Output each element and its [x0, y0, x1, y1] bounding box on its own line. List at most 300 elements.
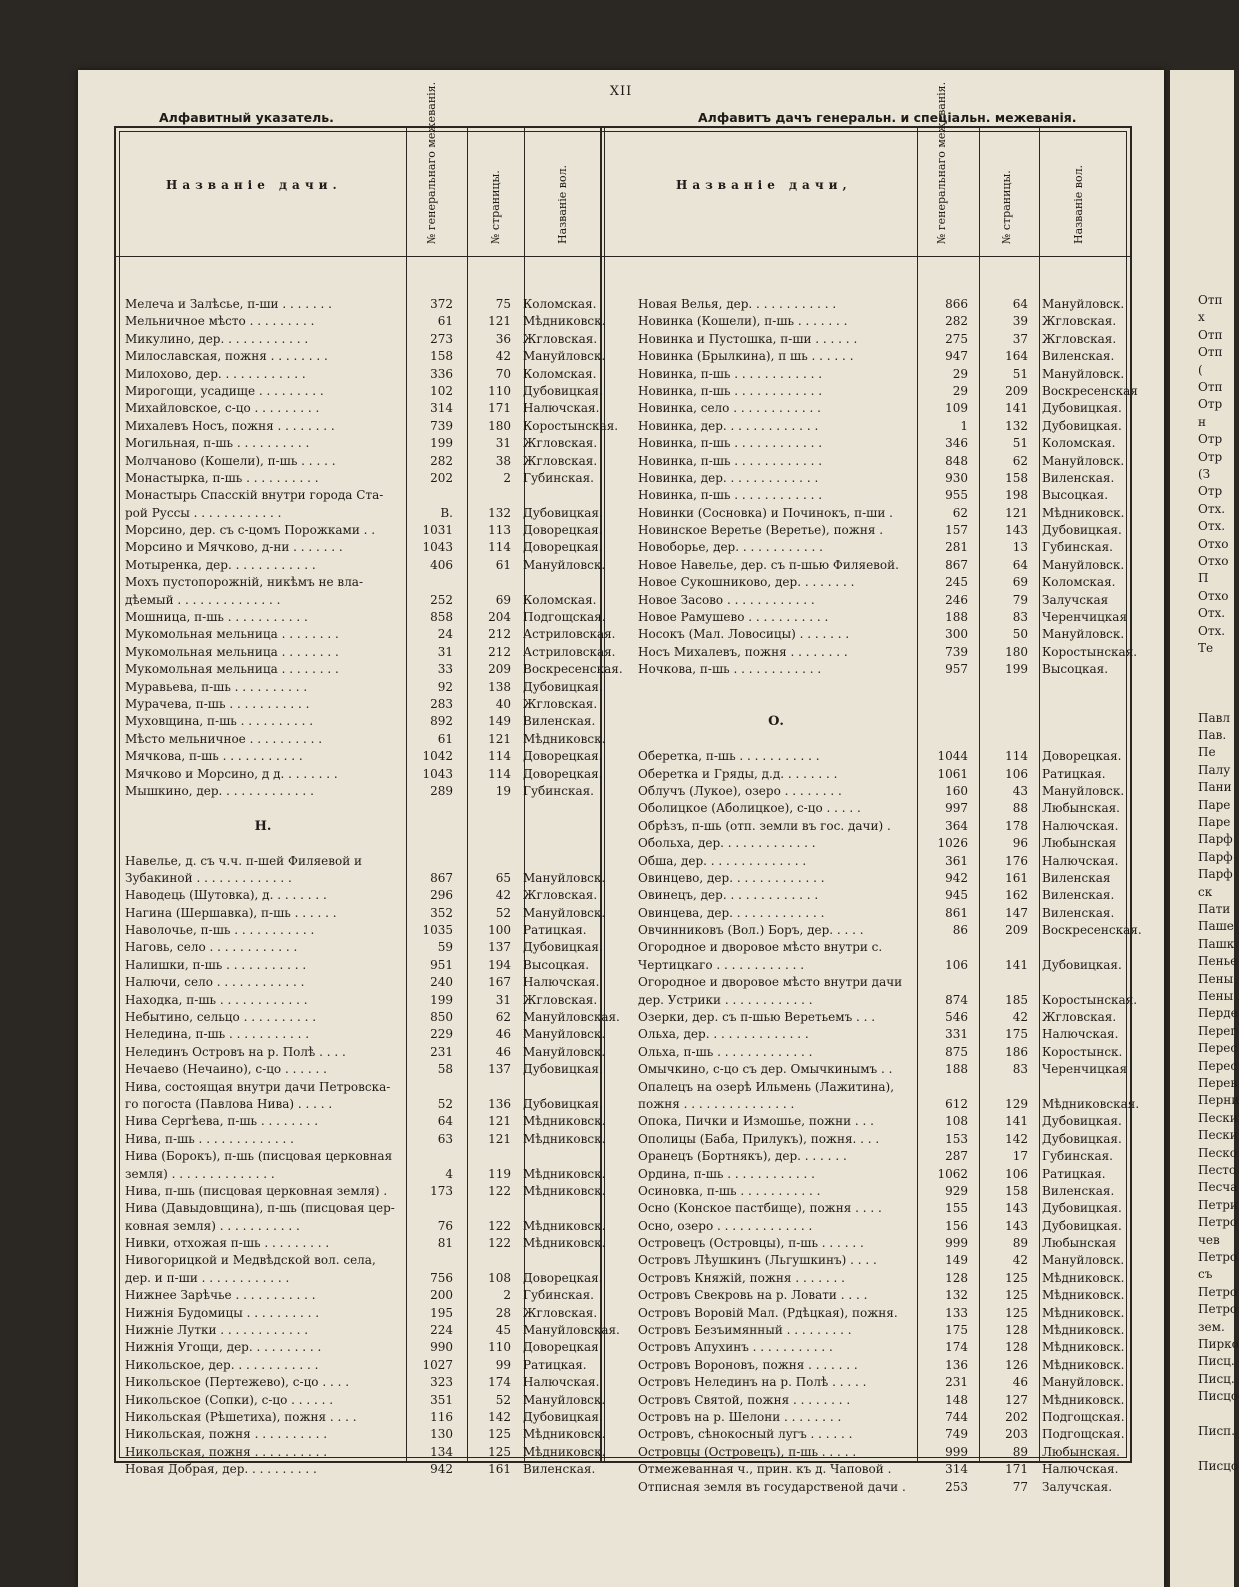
edge-text-fragment: Пески — [1198, 1128, 1238, 1143]
general-number: 346 — [945, 436, 968, 451]
edge-text-fragment: Петро — [1198, 1302, 1238, 1317]
page-number-cell: 52 — [495, 905, 511, 920]
page-number-cell: 121 — [488, 314, 511, 329]
entry-name: Новинка, дер. . . . . . . . . . . . . — [638, 470, 819, 485]
general-number: 283 — [430, 696, 453, 711]
col-header-general-right: № генеральнаго межеванія. — [935, 81, 948, 244]
table-row — [638, 974, 1134, 991]
page-number-cell: 75 — [495, 297, 511, 311]
entry-name: рой Руссы . . . . . . . . . . . . — [125, 505, 282, 520]
page-number-cell: 39 — [1012, 314, 1028, 329]
page-number-cell: 125 — [488, 1444, 511, 1459]
volost-name: Мануйловск. — [523, 1027, 606, 1042]
page-number-cell: 64 — [1012, 557, 1028, 572]
edge-text-fragment: Писц. — [1198, 1354, 1235, 1369]
table-row — [125, 905, 605, 922]
entry-name: Нижніе Лутки . . . . . . . . . . . . — [125, 1323, 309, 1338]
general-number: 229 — [430, 1027, 453, 1042]
page-number-cell: 42 — [495, 349, 511, 364]
edge-text-fragment: Отх. — [1198, 501, 1226, 516]
volost-name: Доворецкая. — [523, 766, 603, 781]
table-row — [638, 731, 1134, 748]
adjacent-page-edge — [1170, 70, 1239, 1587]
edge-text-fragment: Паре — [1198, 815, 1231, 829]
page-number-cell: 106 — [1005, 1166, 1028, 1181]
table-row — [638, 470, 1134, 487]
page-number-cell: 199 — [1005, 662, 1028, 677]
page-number-cell: 28 — [495, 1305, 511, 1320]
edge-text-fragment: Песто — [1198, 1163, 1237, 1177]
entry-name: дѣемый . . . . . . . . . . . . . . — [125, 592, 281, 607]
table-row — [638, 1096, 1140, 1113]
entry-name: Мельничное мѣсто . . . . . . . . . — [125, 314, 315, 329]
page-number-cell: 149 — [488, 714, 511, 729]
volost-name: Доворецкая — [523, 1340, 599, 1355]
page-number-cell: 69 — [1012, 575, 1028, 590]
volost-name: Мануйловск. — [523, 905, 606, 920]
table-row — [125, 766, 605, 783]
general-number: 1031 — [422, 523, 453, 538]
col-header-name-left: Названіе дачи. — [166, 178, 342, 192]
edge-text-fragment: Отп — [1198, 293, 1223, 307]
table-row — [125, 748, 605, 765]
entry-name: Носокъ (Мал. Ловосицы) . . . . . . . — [638, 627, 850, 642]
entry-name: ковная земля) . . . . . . . . . . . — [125, 1218, 300, 1233]
page-number-cell: 119 — [488, 1166, 511, 1181]
volost-name: Жгловская. — [1042, 314, 1117, 329]
general-number: 52 — [437, 1096, 453, 1111]
entry-name: Островъ Воровій Мал. (Рдѣцкая), пожня. — [638, 1305, 898, 1320]
volost-name: Высоцкая. — [1042, 488, 1109, 503]
page-number-cell: 212 — [488, 627, 511, 642]
edge-text-fragment: Отп — [1198, 327, 1223, 342]
table-row — [638, 539, 1134, 556]
entry-name: Обольха, дер. . . . . . . . . . . . . — [638, 836, 816, 851]
general-number: 231 — [430, 1044, 453, 1059]
edge-text-fragment: зем. — [1198, 1319, 1225, 1334]
general-number: 744 — [945, 1410, 968, 1424]
entry-name: Наволочье, п-шь . . . . . . . . . . . — [125, 923, 315, 938]
table-row — [638, 1461, 1134, 1478]
page-number-cell: 180 — [488, 418, 511, 433]
entry-name: Неледина, п-шь . . . . . . . . . . . — [125, 1027, 310, 1042]
volost-name: Мѣдниковск. — [523, 1218, 606, 1233]
general-number: 739 — [430, 418, 453, 433]
page-number-cell: 175 — [1005, 1027, 1028, 1042]
table-row — [125, 1322, 620, 1339]
general-number: 149 — [945, 1253, 968, 1268]
general-number: 361 — [945, 853, 968, 868]
general-number: 300 — [945, 627, 968, 642]
general-number: 756 — [430, 1270, 453, 1285]
entry-name: Нива, состоящая внутри дачи Петровска- — [125, 1079, 391, 1094]
volost-name: Мануйловская. — [523, 1323, 620, 1338]
volost-name: Мануйловск. — [523, 870, 606, 885]
table-row — [638, 853, 1134, 870]
entry-name: земля) . . . . . . . . . . . . . . — [125, 1166, 275, 1181]
table-row — [125, 783, 605, 800]
entry-name: Нагина (Шершавка), п-шь . . . . . . — [125, 905, 337, 920]
entry-name: Никольская, пожня . . . . . . . . . . — [125, 1427, 328, 1442]
general-number: 850 — [430, 1010, 453, 1025]
table-row — [638, 313, 1134, 330]
page-number-cell: 161 — [488, 1462, 511, 1477]
col-header-general-left: № генеральнаго межеванія. — [425, 81, 438, 244]
general-number: 942 — [430, 1462, 453, 1477]
volost-name: Мануйловская. — [523, 1010, 620, 1025]
page-number-cell: 89 — [1012, 1444, 1028, 1459]
volost-name: Мѣдниковск. — [523, 1444, 606, 1459]
page-number-cell: 31 — [495, 436, 511, 451]
section-letter: О. — [768, 714, 784, 730]
volost-name: Доворецкая. — [1042, 749, 1122, 764]
table-row — [125, 400, 605, 417]
volost-name: Залучская. — [1042, 1479, 1113, 1494]
page-number-cell: 69 — [495, 592, 511, 607]
volost-name: Коломская. — [523, 366, 597, 381]
page-number-cell: 212 — [488, 644, 511, 659]
entry-name: Островъ Княжій, пожня . . . . . . . — [638, 1270, 845, 1285]
table-row — [638, 679, 1134, 696]
entry-name: Ольха, дер. . . . . . . . . . . . . . — [638, 1027, 809, 1042]
edge-text-fragment: (З — [1198, 467, 1211, 481]
page-number-cell: 31 — [495, 992, 511, 1007]
edge-text-fragment: Павл — [1198, 710, 1230, 725]
edge-text-fragment: Отхо — [1198, 588, 1229, 603]
general-number: 1042 — [422, 749, 453, 764]
volost-name: Виленская. — [1042, 349, 1115, 364]
general-number: 957 — [945, 662, 968, 677]
general-number: 372 — [430, 297, 453, 311]
entry-name: Нелединъ Островъ на р. Полѣ . . . . — [125, 1044, 346, 1059]
page-number-cell: 143 — [1005, 523, 1028, 538]
page-number-cell: 171 — [488, 401, 511, 416]
edge-text-fragment: Отхо — [1198, 554, 1229, 568]
entry-name: Огородное и дворовое мѣсто внутри дачи — [638, 975, 903, 990]
edge-text-fragment: Отп — [1198, 345, 1223, 360]
entry-name: Новинка, п-шь . . . . . . . . . . . . — [638, 383, 823, 398]
page-number-cell: 2 — [503, 1288, 511, 1303]
table-row — [125, 487, 605, 504]
entry-name: Новинка, п-шь . . . . . . . . . . . . — [638, 436, 823, 451]
volost-name: Дубовицкая. — [1042, 1218, 1122, 1233]
edge-text-fragment: Пирко — [1198, 1337, 1239, 1351]
table-row — [125, 887, 605, 904]
volost-name: Мѣдниковск. — [1042, 1340, 1125, 1355]
page-number-cell: 171 — [1005, 1462, 1028, 1477]
entry-name: Нижнее Зарѣчье . . . . . . . . . . . — [125, 1288, 316, 1303]
table-row — [638, 1374, 1134, 1391]
volost-name: Налючская. — [523, 1375, 600, 1390]
table-row — [638, 592, 1134, 609]
entry-name: Осиновка, п-шь . . . . . . . . . . . — [638, 1183, 821, 1198]
general-number: 892 — [430, 714, 453, 729]
table-row — [125, 974, 605, 991]
page-number-cell: 147 — [1005, 905, 1028, 920]
general-number: 102 — [430, 383, 453, 398]
page-number-cell: 50 — [1012, 627, 1028, 642]
general-number: 155 — [945, 1201, 968, 1216]
general-number: 61 — [437, 731, 453, 746]
entry-name: Новинка, п-шь . . . . . . . . . . . . — [638, 488, 823, 503]
edge-text-fragment: Петри — [1198, 1197, 1238, 1212]
page-number-cell: 167 — [488, 975, 511, 990]
entry-name: Небытино, сельцо . . . . . . . . . . — [125, 1010, 317, 1025]
table-row — [125, 1409, 605, 1426]
general-number: 132 — [945, 1288, 968, 1303]
general-number: 281 — [945, 540, 968, 555]
table-row — [638, 1339, 1134, 1356]
edge-text-fragment: чев — [1198, 1232, 1220, 1247]
table-row — [125, 1218, 605, 1235]
page-number: XII — [609, 84, 633, 99]
volost-name: Мѣдниковск. — [523, 1236, 606, 1251]
page-number-cell: 204 — [488, 610, 511, 625]
general-number: 92 — [437, 679, 453, 694]
table-row — [638, 1166, 1134, 1183]
volost-name: Подгощская. — [1042, 1410, 1125, 1424]
volost-name: Виленская. — [1042, 888, 1115, 903]
table-row — [638, 383, 1138, 400]
table-row — [638, 418, 1134, 435]
general-number: 246 — [945, 592, 968, 607]
edge-text-fragment: Пены — [1198, 971, 1234, 986]
edge-text-fragment: Песко — [1198, 1145, 1238, 1160]
edge-text-fragment: Отп — [1198, 380, 1223, 394]
page-number-cell: 106 — [1005, 766, 1028, 781]
page-number-cell: 89 — [1012, 1236, 1028, 1251]
page-number-cell: 141 — [1005, 401, 1028, 416]
entry-name: Никольское (Сопки), с-цо . . . . . . — [125, 1392, 334, 1407]
header-separator — [116, 256, 1130, 257]
entry-name: Наводець (Шутовка), д. . . . . . . . — [125, 888, 327, 903]
general-number: 867 — [430, 870, 453, 885]
entry-name: пожня . . . . . . . . . . . . . . . — [638, 1096, 795, 1111]
volost-name: Мѣдниковск. — [523, 1183, 606, 1198]
page-number-cell: 114 — [1005, 749, 1028, 764]
entry-name: Новое Сукошниково, дер. . . . . . . . — [638, 575, 855, 590]
volost-name: Коростынск. — [1042, 1044, 1123, 1059]
table-row — [638, 1026, 1134, 1043]
entry-name: Новая Добрая, дер. . . . . . . . . . — [125, 1462, 317, 1477]
entry-name: Мурачева, п-шь . . . . . . . . . . . — [125, 696, 310, 711]
volost-name: Налючская. — [1042, 818, 1119, 833]
edge-text-fragment: Пашк — [1198, 936, 1235, 951]
entry-name: Островецъ (Островцы), п-шь . . . . . . — [638, 1236, 864, 1251]
general-number: 1026 — [937, 836, 968, 851]
general-number: 999 — [945, 1236, 968, 1251]
edge-text-fragment: Отр — [1198, 397, 1223, 412]
entry-name: Озерки, дер. съ п-шью Веретьемъ . . . — [638, 1010, 876, 1025]
general-number: 64 — [437, 1114, 453, 1129]
table-row — [638, 748, 1134, 765]
general-number: 351 — [430, 1392, 453, 1407]
entry-name: Новинка, п-шь . . . . . . . . . . . . — [638, 366, 823, 381]
table-row — [638, 487, 1134, 504]
general-number: 997 — [945, 801, 968, 816]
page-number-cell: 77 — [1012, 1479, 1028, 1494]
page-number-cell: 132 — [1005, 418, 1028, 433]
entry-name: Мелеча и Залѣсье, п-ши . . . . . . . — [125, 297, 332, 311]
page-number-cell: 51 — [1012, 366, 1028, 381]
entry-name: Милославская, пожня . . . . . . . . — [125, 349, 328, 364]
table-row — [638, 435, 1134, 452]
table-row — [638, 626, 1134, 643]
volost-name: Мѣдниковск. — [1042, 1288, 1125, 1303]
entry-name: Новое Засово . . . . . . . . . . . . — [638, 592, 815, 607]
general-number: 31 — [437, 644, 453, 659]
general-number: 352 — [430, 905, 453, 920]
entry-name: Нечаево (Нечаино), с-цо . . . . . . — [125, 1062, 327, 1077]
general-number: 929 — [945, 1183, 968, 1198]
volost-name: Залучская — [1042, 592, 1109, 607]
table-row — [125, 957, 605, 974]
general-number: 33 — [437, 662, 453, 677]
general-number: 955 — [945, 488, 968, 503]
volost-name: Мануйловск. — [1042, 783, 1125, 798]
entry-name: Мукомольная мельница . . . . . . . . — [125, 627, 339, 642]
general-number: 874 — [945, 992, 968, 1007]
volost-name: Виленская. — [1042, 470, 1115, 485]
volost-name: Жгловская. — [523, 696, 598, 711]
volost-name: Мануйловск. — [1042, 557, 1125, 572]
volost-name: Коломская. — [523, 592, 597, 607]
general-number: 29 — [952, 366, 968, 381]
page-number-cell: 19 — [495, 783, 511, 798]
page-number-cell: 137 — [488, 940, 511, 955]
page-number-cell: 17 — [1012, 1149, 1028, 1164]
table-row — [638, 766, 1134, 783]
page-number-cell: 64 — [1012, 297, 1028, 311]
entry-name: Навелье, д. съ ч.ч. п-шей Филяевой и — [125, 853, 363, 868]
entry-name: Мѣсто мельничное . . . . . . . . . . — [125, 731, 323, 746]
entry-name: Михалевъ Носъ, пожня . . . . . . . . — [125, 418, 335, 433]
page-number-cell: 127 — [1005, 1392, 1028, 1407]
general-number: 253 — [945, 1479, 968, 1494]
volost-name: Мануйловск. — [523, 557, 606, 572]
col-header-volost-left: Названіе вол. — [556, 164, 569, 244]
general-number: 331 — [945, 1027, 968, 1042]
edge-text-fragment: Пены — [1198, 989, 1234, 1003]
entry-name: Островъ Святой, пожня . . . . . . . . — [638, 1392, 851, 1407]
page-number-cell: 121 — [488, 731, 511, 746]
page-number-cell: 61 — [495, 557, 511, 572]
volost-name: Астриловская. — [523, 627, 616, 642]
volost-name: Виленская — [1042, 870, 1111, 885]
volost-name: Коломская. — [1042, 575, 1116, 590]
table-row — [638, 783, 1134, 800]
page-number-cell: 125 — [1005, 1288, 1028, 1303]
table-row — [125, 1374, 605, 1391]
general-number: 4 — [445, 1166, 453, 1181]
table-row — [638, 1392, 1134, 1409]
volost-name: Доворецкая. — [523, 749, 603, 764]
entry-name: Нивогорицкой и Медвѣдской вол. села, — [125, 1253, 376, 1268]
volost-name: Ратицкая. — [523, 1357, 587, 1372]
entry-name: Нива Сергѣева, п-шь . . . . . . . . — [125, 1114, 319, 1129]
page-number-cell: 37 — [1012, 331, 1028, 346]
edge-text-fragment: ск — [1198, 884, 1213, 899]
volost-name: Дубовицкая. — [1042, 1114, 1122, 1129]
page-number-cell: 198 — [1005, 488, 1028, 503]
general-number: 62 — [952, 505, 968, 520]
general-number: 930 — [945, 470, 968, 485]
entry-name: Островъ Апухинъ . . . . . . . . . . . — [638, 1340, 833, 1355]
entry-name: Мячкова, п-шь . . . . . . . . . . . — [125, 749, 303, 764]
page-number-cell: 100 — [488, 923, 511, 938]
volost-name: Мануйловск. — [1042, 453, 1125, 468]
entry-name: Носъ Михалевъ, пожня . . . . . . . . — [638, 644, 848, 659]
volost-name: Налючская. — [1042, 853, 1119, 868]
table-row — [638, 1409, 1134, 1426]
general-number: 282 — [945, 314, 968, 329]
entry-name: Муховщина, п-шь . . . . . . . . . . — [125, 714, 314, 729]
table-row — [125, 713, 605, 730]
general-number: 942 — [945, 870, 968, 885]
general-number: 188 — [945, 610, 968, 625]
edge-text-fragment: Петро — [1198, 1215, 1238, 1230]
volost-name: Мануйловск. — [523, 349, 606, 364]
general-number: 252 — [430, 592, 453, 607]
general-number: 406 — [430, 557, 453, 572]
general-number: 200 — [430, 1288, 453, 1303]
entry-name: Чертицкаго . . . . . . . . . . . . — [638, 957, 805, 972]
volost-name: Коростынская. — [1042, 992, 1138, 1007]
table-row — [638, 609, 1134, 626]
col-header-volost-right: Названіе вол. — [1072, 164, 1085, 244]
page-number-cell: 62 — [495, 1010, 511, 1025]
table-row — [125, 1270, 605, 1287]
entry-name: Огородное и дворовое мѣсто внутри с. — [638, 940, 883, 955]
general-number: 108 — [945, 1114, 968, 1129]
volost-name: Мѣдниковская. — [1042, 1096, 1140, 1111]
volost-name: Воскресенская. — [523, 662, 623, 677]
general-number: 174 — [945, 1340, 968, 1355]
book-page — [78, 70, 1164, 1587]
page-number-cell: 136 — [488, 1096, 511, 1111]
volost-name: Виленская. — [1042, 1183, 1115, 1198]
general-number: 173 — [430, 1183, 453, 1198]
general-number: 1062 — [937, 1166, 968, 1181]
volost-name: Виленская. — [523, 714, 596, 729]
entry-name: Новинка (Брылкина), п шь . . . . . . — [638, 349, 854, 364]
entry-name: Ольха, п-шь . . . . . . . . . . . . . — [638, 1044, 813, 1059]
edge-text-fragment: Отх. — [1198, 606, 1226, 621]
entry-name: Мотыренка, дер. . . . . . . . . . . . — [125, 557, 316, 572]
general-number: 231 — [945, 1375, 968, 1390]
general-number: 861 — [945, 905, 968, 920]
table-row — [125, 731, 605, 748]
table-row — [125, 1426, 605, 1443]
table-row — [638, 1079, 1134, 1096]
volost-name: Подгощская. — [1042, 1427, 1125, 1442]
page-number-cell: 114 — [488, 766, 511, 781]
entry-name: Налючи, село . . . . . . . . . . . . — [125, 975, 305, 990]
table-row — [125, 1305, 605, 1322]
page-number-cell: 52 — [495, 1392, 511, 1407]
table-row — [125, 1357, 605, 1374]
general-number: 275 — [945, 331, 968, 346]
page-number-cell: 125 — [488, 1427, 511, 1442]
table-row — [125, 539, 605, 556]
entry-name: Островъ на р. Шелони . . . . . . . . — [638, 1410, 842, 1424]
page-number-cell: 70 — [495, 366, 511, 381]
volost-name: Виленская. — [1042, 905, 1115, 920]
entry-name: Мохъ пустопорожній, никѣмъ не вла- — [125, 575, 364, 590]
general-number: 749 — [945, 1427, 968, 1442]
entry-name: Новинка, село . . . . . . . . . . . . — [638, 401, 821, 416]
general-number: 63 — [437, 1131, 453, 1146]
